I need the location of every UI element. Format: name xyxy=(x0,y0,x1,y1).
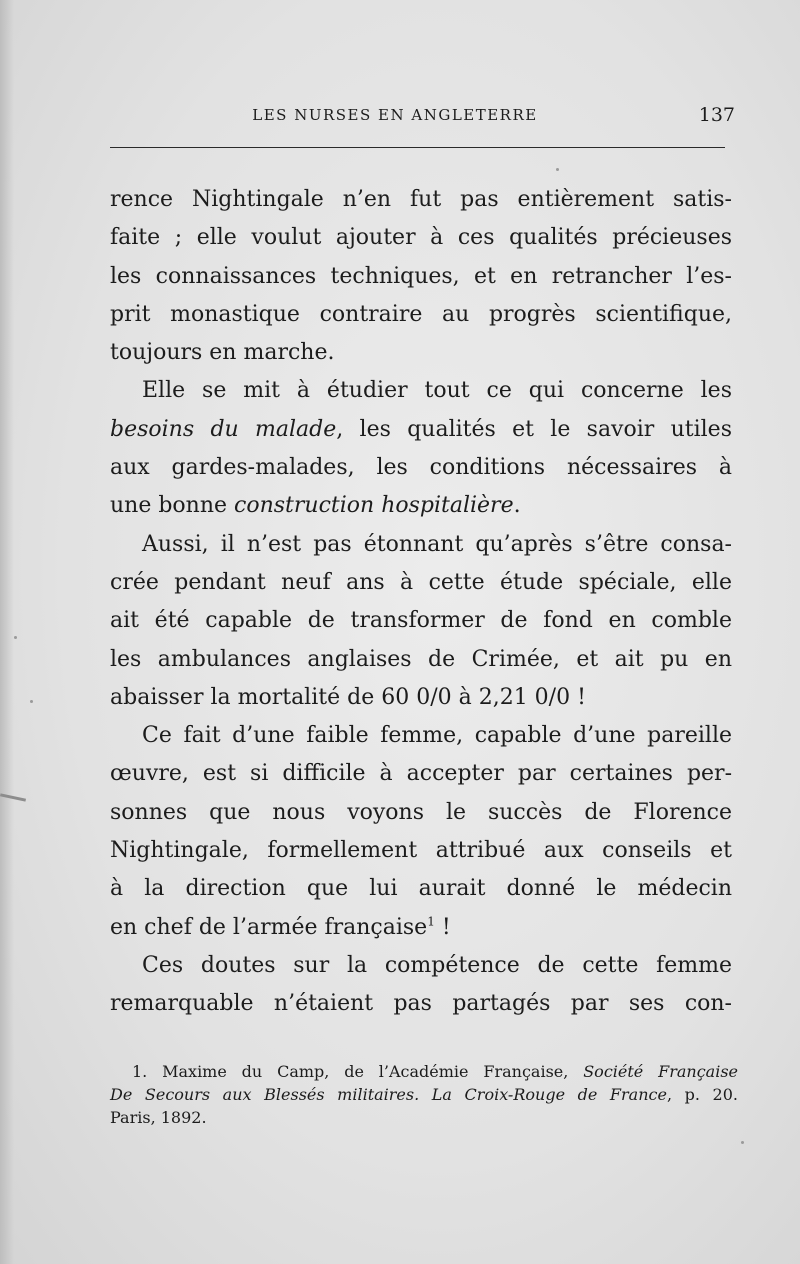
footnote-run: 1. Maxime du Camp, de l’Académie Française, xyxy=(132,1062,584,1081)
footnote-italic: De Secours aux Blessés militaires. La Croix-Rouge de France xyxy=(110,1085,667,1104)
text-line: remarquable n’étaient pas partagés par ses con- xyxy=(110,991,732,1017)
text-line: à la direction que lui aurait donné le médecin xyxy=(110,876,732,902)
footnote-italic: Société Française xyxy=(583,1062,739,1081)
text-line: Nightingale, formellement attribué aux conseils et xyxy=(110,838,732,864)
text-run: . xyxy=(513,493,521,519)
text-line: Ces doutes sur la compétence de cette femme xyxy=(142,952,732,978)
text-line: Elle se mit à étudier tout ce qui concerne les xyxy=(142,378,732,404)
text-run: une bonne xyxy=(110,493,235,519)
text-run: ! xyxy=(434,914,451,940)
text-line: Ce fait d’une faible femme, capable d’une pareille xyxy=(142,723,732,749)
text-line: toujours en marche. xyxy=(110,340,335,366)
text-line: œuvre, est si difficile à accepter par certaines per- xyxy=(110,761,732,787)
header-rule xyxy=(110,147,725,148)
text-line: faite ; elle voulut ajouter à ces qualités précieuses xyxy=(110,225,732,251)
text-line xyxy=(110,411,732,449)
running-title: LES NURSES EN ANGLETERRE xyxy=(252,106,538,124)
text-line: crée pendant neuf ans à cette étude spéciale, elle xyxy=(110,569,732,595)
text-run: , les qualités et le savoir utiles xyxy=(336,416,732,442)
footnote-marker: 1 xyxy=(427,914,435,929)
paper-speck xyxy=(741,1141,744,1144)
text-line xyxy=(110,909,732,947)
text-line: rence Nightingale n’en fut pas entièrement satis- xyxy=(110,187,732,212)
footnote-line: Paris, 1892. xyxy=(110,1108,207,1127)
text-line xyxy=(110,487,732,525)
margin-mark xyxy=(0,793,26,801)
paper-speck xyxy=(556,168,559,171)
text-line: prit monastique contraire au progrès scientifique, xyxy=(110,301,732,327)
footnote-run: , p. 20. xyxy=(666,1085,738,1104)
footnote-line xyxy=(110,1083,738,1106)
text-run: en chef de l’armée française xyxy=(110,914,428,940)
text-line: les connaissances techniques, et en retrancher l’es- xyxy=(110,263,732,289)
paper-speck xyxy=(30,700,33,703)
text-line: Aussi, il n’est pas étonnant qu’après s’être consa- xyxy=(142,531,732,557)
page-number: 137 xyxy=(698,104,735,126)
body-text xyxy=(110,181,732,1024)
text-line: sonnes que nous voyons le succès de Florence xyxy=(110,799,732,825)
paper-speck xyxy=(14,636,17,639)
text-line: ait été capable de transformer de fond en comble xyxy=(110,608,732,634)
text-line: aux gardes-malades, les conditions nécessaires à xyxy=(110,455,732,481)
footnote xyxy=(110,1060,738,1129)
footnote-line xyxy=(110,1060,738,1083)
text-line: abaisser la mortalité de 60 0/0 à 2,21 0/0 ! xyxy=(110,684,586,710)
italic-phrase: besoins du malade xyxy=(110,416,337,442)
text-line: les ambulances anglaises de Crimée, et ait pu en xyxy=(110,646,732,672)
running-head xyxy=(110,103,735,127)
italic-phrase: construction hospitalière xyxy=(234,493,514,519)
